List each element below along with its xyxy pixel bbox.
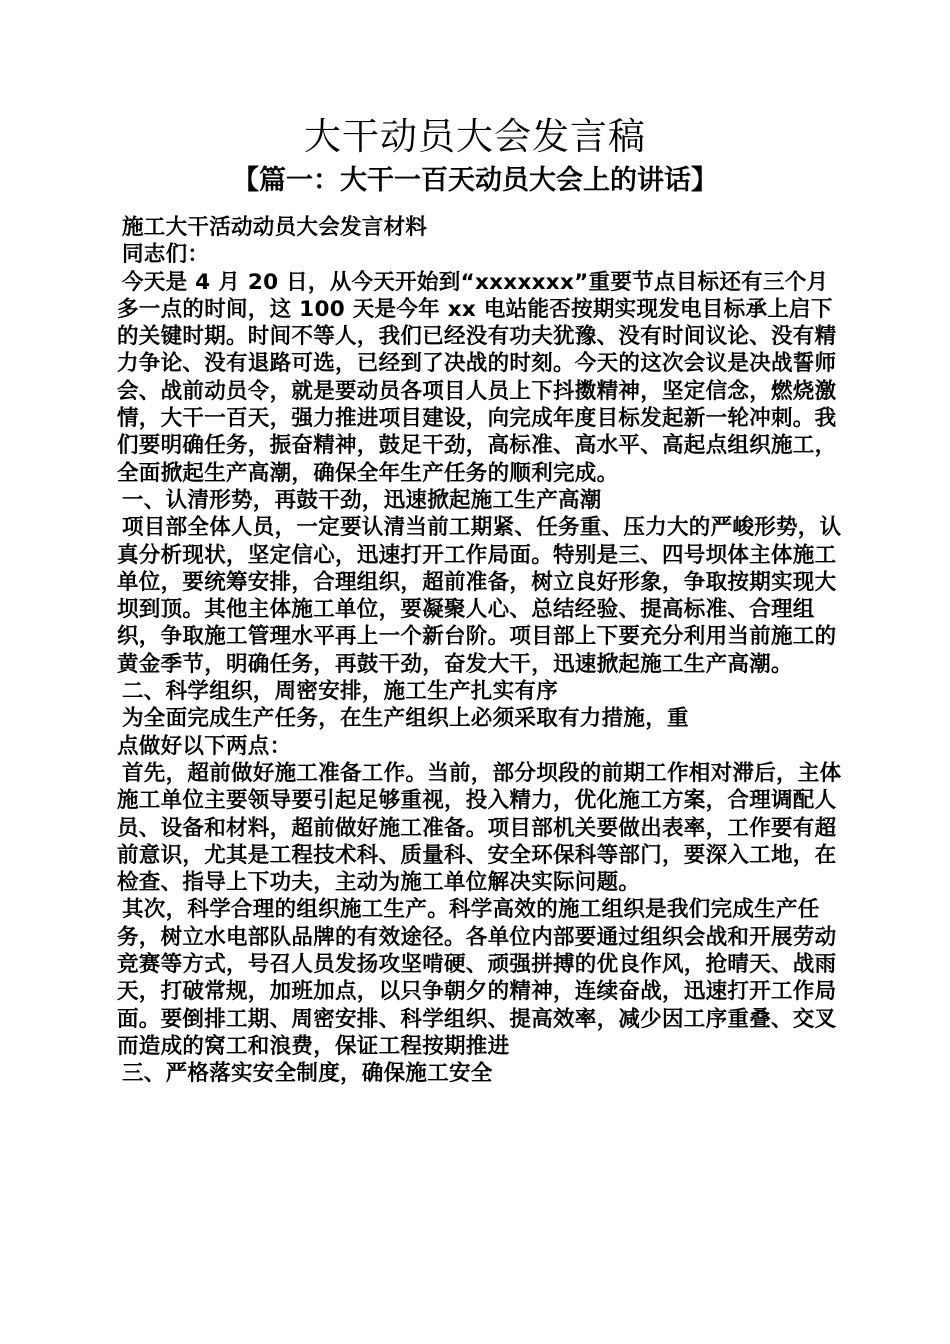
document-subtitle: 【篇一：大干一百天动员大会上的讲话】 — [232, 165, 718, 196]
body-paragraph: 为全面完成生产任务，在生产组织上必须采取有力措施，重 — [122, 706, 689, 732]
body-paragraph: 点做好以下两点： — [117, 733, 292, 759]
section-heading: 一、认清形势，再鼓干劲，迅速掀起施工生产高潮 — [122, 487, 602, 513]
section-heading: 二、科学组织，周密安排，施工生产扎实有序 — [122, 679, 559, 705]
section-heading: 施工大干活动动员大会发言材料 — [122, 215, 428, 240]
body-paragraph: 其次，科学合理的组织施工生产。科学高效的施工组织是我们完成生产任务，树立水电部队品牌的有效途径。各单位内部要通过组织会战和开展劳动竞赛等方式，号召人员发扬攻坚啃硬、顽强拼搏的优良作风，抢晴天、战雨天，打破常规，加班加点，以只争朝夕的精神，连续奋战，迅速打开工作局面。要倒排工期、周密安排、科学组织、提高效率，减少因工序重叠、交叉而造成的窝工和浪费，保证工程按期推进 — [117, 897, 837, 1059]
body-paragraph: 项目部全体人员，一定要认清当前工期紧、任务重、压力大的严峻形势，认真分析现状，坚定信心，迅速打开工作局面。特别是三、四号坝体主体施工单位，要统筹安排，合理组织，超前准备，树立良好形象，争取按期实现大坝到顶。其他主体施工单位，要凝聚人心、总结经验、提高标准、合理组织，争取施工管理水平再上一个新台阶。项目部上下要充分利用当前施工的黄金季节，明确任务，再鼓干劲，奋发大干，迅速掀起施工生产高潮。 — [117, 515, 842, 677]
document-body — [117, 214, 847, 1088]
document-title: 大干动员大会发言稿 — [304, 115, 646, 158]
salutation: 同志们： — [122, 242, 210, 268]
body-paragraph: 首先，超前做好施工准备工作。当前，部分坝段的前期工作相对滞后，主体施工单位主要领导要引起足够重视，投入精力，优化施工方案，合理调配人员、设备和材料，超前做好施工准备。项目部机关要做出表率，工作要有超前意识，尤其是工程技术科、质量科、安全环保科等部门，要深入工地，在检查、指导上下功夫，主动为施工单位解决实际问题。 — [117, 760, 842, 896]
body-paragraph: 今天是 4 月 20 日，从今天开始到“xxxxxxx”重要节点目标还有三个月多一点的时间，这 100 天是今年 xx 电站能否按期实现发电目标承上启下的关键时期。时间不等人，我们已经没有功夫犹豫、没有时间议论、没有精力争论、没有退路可选，已经到了决战的时刻。今天的这次会议是决战誓师会、战前动员令，就是要动员各项目人员上下抖擞精神，坚定信念，燃烧激情，大干一百天，强力推进项目建设，向完成年度目标发起新一轮冲刺。我们要明确任务，振奋精神，鼓足干劲，高标准、高水平、高起点组织施工，全面掀起生产高潮，确保全年生产任务的顺利完成。 — [117, 269, 837, 486]
section-heading: 三、严格落实安全制度，确保施工安全 — [122, 1061, 493, 1087]
